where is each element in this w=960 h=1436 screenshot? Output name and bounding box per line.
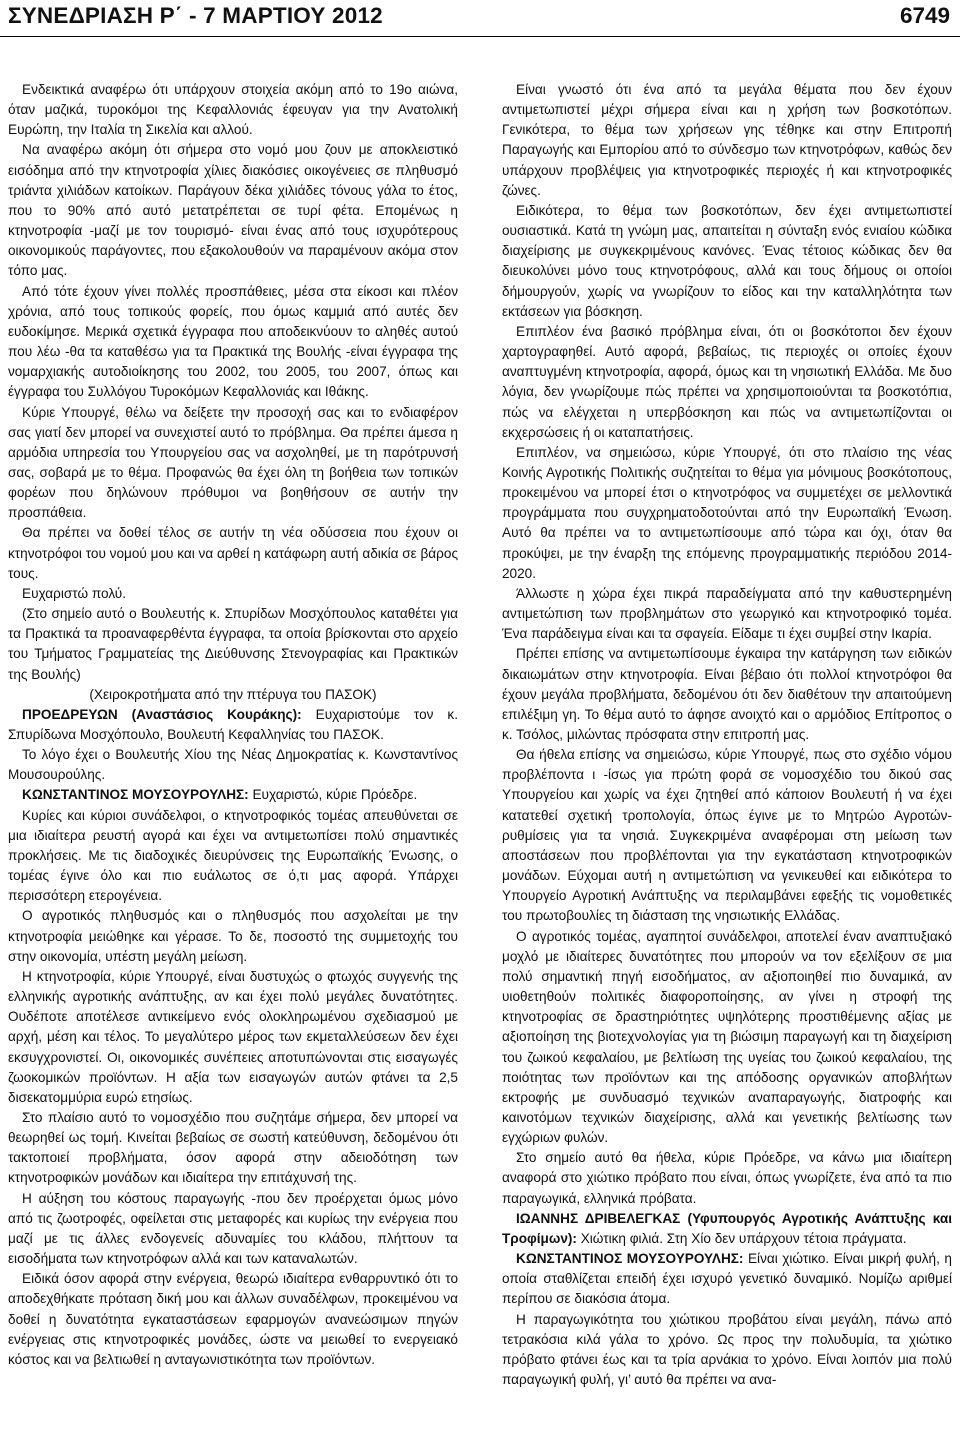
speaker-name: ΚΩΝΣΤΑΝΤΙΝΟΣ ΜΟΥΣΟΥΡΟΥΛΗΣ: <box>22 787 249 803</box>
paragraph-text: Επιπλέον, να σημειώσω, κύριε Υπουργέ, ότι στο πλαίσιο της νέας Κοινής Αγροτικής Πολιτικής συζητείται το θέμα για μόνιμους βοσκότοπους, προκειμένου να μπορεί έτσι ο κτηνοτρόφος να συμμετέχει σε μελλοντικά προγράμματα που συγχρηματοδοτούνται από την Ευρωπαϊκή Ένωση. Αυτό θα πρέπει να το αντιμετωπίσουμε από τώρα και όχι, όταν θα προκύψει, με την έναρξη της επόμενης προγραμματικής περιόδου 2014-2020. <box>502 444 952 581</box>
paragraph-text: Ειδικότερα, το θέμα των βοσκοτόπων, δεν έχει αντιμετωπιστεί ουσιαστικά. Κατά τη γνώμη μας, απαιτείται η σύνταξη ενός ενιαίου κώδικα διαχείρισης με συγκεκριμένους κανόνες. Ένας τέτοιος κώδικας δεν θα διευκολύνει μόνο τους κτηνοτρόφους, αλλά και τους δήμους οι οποίοι δήμουργούν, χωρίς να γνωρίζουν το είδος και την καταλληλότητα των εκτάσεων για βόσκηση. <box>502 202 952 319</box>
paragraph-text: Ο αγροτικός τομέας, αγαπητοί συνάδελφοι, αποτελεί έναν αναπτυξιακό μοχλό με ιδιαίτερες δυνατότητες που μπορούν να τον εξελίξουν σε μια πολύ σημαντική πηγή εισοδήματος, αν αξιοποιηθεί πιο δυναμικά, αν υιοθετηθούν πολιτικές διαφοροποίησης, αν γίνει η στροφή της κτηνοτροφίας σε δραστηριότητες υψηλότερης προστιθέμενης αξίας με αξιοποίηση της βιοτεχνολογίας για τη βιώσιμη παραγωγή και τη διαχείριση του ζωικού κεφαλαίου, με βελτίωση της υγείας του ζωικού κεφαλαίου, της ποιότητας των προϊόντων και της απόδοσης οργανικών αποβλήτων εκτροφής με συνδυασμό τεχνικών αναπαραγωγής, διατροφής και καινοτόμων τεχνικών διαχείρισης, αλλά και γενετικής βελτίωσης των εγχώριων φυλών. <box>502 928 952 1146</box>
session-title: ΣΥΝΕΔΡΙΑΣΗ Ρ΄ - 7 ΜΑΡΤΙΟΥ 2012 <box>8 3 383 28</box>
page-number: 6749 <box>899 3 950 28</box>
paragraph <box>502 201 952 322</box>
paragraph <box>8 745 458 785</box>
paragraph-text: Ενδεικτικά αναφέρω ότι υπάρχουν στοιχεία ακόμη από το 19ο αιώνα, όταν μαζικά, τυροκόμοι της Κεφαλλονιάς έφευγαν για την Ανατολική Ευρώπη, την Ιταλία τη Σικελία και αλλού. <box>8 82 458 138</box>
paragraph-text: (Χειροκροτήματα από την πτέρυγα του ΠΑΣΟΚ) <box>89 686 377 702</box>
paragraph <box>502 80 952 201</box>
paragraph-text: Χιώτικη φιλιά. Στη Χίο δεν υπάρχουν τέτοια πράγματα. <box>576 1230 907 1246</box>
paragraph <box>502 1209 952 1249</box>
paragraph <box>502 745 952 926</box>
paragraph-text: (Στο σημείο αυτό ο Βουλευτής κ. Σπυρίδων Μοσχόπουλος καταθέτει για τα Πρακτικά τα προαναφερθέντα έγγραφα, τα οποία βρίσκονται στο αρχείο του Τμήματος Γραμματείας της Διεύθυνσης Στενογραφίας και Πρακτικών της Βουλής) <box>8 606 458 682</box>
paragraph <box>8 806 458 907</box>
paragraph-text: Είναι χιώτικο. Είναι μικρή φυλή, η οποία σταθλίζεται επειδή έχει ισχυρό γενετικό δυναμικό. Νομίζω αριθμεί περίπου σε διακόσια άτομα. <box>502 1251 952 1307</box>
right-column <box>502 80 952 1430</box>
paragraph-text: Η αύξηση του κόστους παραγωγής -που δεν προέρχεται όμως μόνο από τις ζωοτροφές, οφείλεται στις μεταφορές και κυρίως την ενέργεια που μαζί με τις άλλες ενδογενείς αδυναμίες του κλάδου, πλήττουν τα εισοδήματα των κτηνοτρόφων αλλά και των καταναλωτών. <box>8 1190 458 1267</box>
paragraph-text: Πρέπει επίσης να αντιμετωπίσουμε έγκαιρα την κατάργηση των ειδικών δικαιωμάτων στην κτηνοτροφία. Είναι βέβαιο ότι πολλοί κτηνοτρόφοι θα έχουν μεγάλα προβλήματα, δεδομένου ότι δεν διαθέτουν την απαιτούμενη επιλέξιμη γη. Το θέμα αυτό το άφησε ανοιχτό και ο αρμόδιος Επίτροπος ο κ. Τσόλος, μιλώντας πρόσφατα στην επιτροπή μας. <box>502 646 952 742</box>
paragraph <box>502 927 952 1149</box>
paragraph-text: Είναι γνωστό ότι ένα από τα μεγάλα θέματα που δεν έχουν αντιμετωπιστεί μέχρι σήμερα είναι και η χρήση των βοσκοτόπων. Γενικότερα, το θέμα των χρήσεων γης τέθηκε και στην Επιτροπή Παραγωγής και Εμπορίου από το σύνδεσμο των κτηνοτρόφων, καθώς δεν υπάρχουν προβλέψεις για κτηνοτροφικές περιοχές ή και κτηνοτροφικές ζώνες. <box>502 82 952 198</box>
paragraph <box>8 80 458 140</box>
paragraph-text: Από τότε έχουν γίνει πολλές προσπάθειες, μέσα στα είκοσι και πλέον χρόνια, από τους τοπικούς φορείς, που όμως καμμιά από αυτές δεν ευδοκίμησε. Μερικά σχετικά έγγραφα που αποδεικνύουν το αληθές αυτού που λέω -θα τα καταθέσω για τα Πρακτικά της Βουλής -είναι έγγραφα της νομαρχιακής αυτοδιοίκησης του 2002, του 2005, του 2007, όπως και έγγραφα του Συλλόγου Τυροκόμων Κεφαλλονιάς και Ιθάκης. <box>8 283 458 400</box>
paragraph-text: Ειδικά όσον αφορά στην ενέργεια, θεωρώ ιδιαίτερα ενθαρρυντικό ότι το αποδεχθήκατε πρόταση δική μου και άλλων συναδέλφων, προκειμένου να δοθεί η δυνατότητα εγκαταστάσεων εφαρμογών ανανεώσιμων πηγών ενέργειας στις κτηνοτροφικές μονάδες, ώστε να μειωθεί το ενεργειακό κόστος και να βελτιωθεί η ανταγωνιστικότητα των προϊόντων. <box>8 1271 458 1367</box>
paragraph-text: Θα ήθελα επίσης να σημειώσω, κύριε Υπουργέ, πως στο σχέδιο νόμου προβλέποντα ι -ίσως για πρώτη φορά σε νομοσχέδιο του δικού σας Υπουργείου και χωρίς να έχει ζητηθεί από κάποιον Βουλευτή ή να έχει κατατεθεί σχετική τροπολογία, όπως έγινε με το Μητρώο Αγροτών- ρυθμίσεις για τα νησιά. Συγκεκριμένα αναφέρομαι στη μείωση των αποστάσεων που προβλέπονται για την εγκατάσταση κτηνοτροφικών μονάδων. Εύχομαι αυτή η αντιμετώπιση να γενικευθεί και ειδικότερα το Υπουργείο Αγροτική Ανάπτυξης να περιλαμβάνει εφεξής τις νομοθετικές του πρωτοβουλίες τη διάσταση της νησιωτικής Ελλάδας. <box>502 747 952 924</box>
paragraph <box>8 685 458 705</box>
paragraph-text: Ευχαριστώ, κύριε Πρόεδρε. <box>248 787 418 803</box>
paragraph <box>8 1189 458 1270</box>
paragraph <box>8 785 458 805</box>
paragraph-text: Το λόγο έχει ο Βουλευτής Χίου της Νέας Δημοκρατίας κ. Κωνσταντίνος Μουσουρούλης. <box>8 747 458 783</box>
paragraph <box>8 705 458 745</box>
paragraph <box>8 282 458 403</box>
left-column <box>8 80 458 1430</box>
paragraph-text: Ευχαριστούμε τον κ. Σπυρίδωνα Μοσχόπουλο, Βουλευτή Κεφαλληνίας του ΠΑΣΟΚ. <box>8 706 458 742</box>
paragraph <box>502 1310 952 1391</box>
paragraph <box>8 523 458 583</box>
paragraph-text: Η παραγωγικότητα του χιώτικου προβάτου είναι μεγάλη, πάνω από τετρακόσια κιλά γάλα το χρόνο. Ως προς την πολυδυμία, τα χιώτικο πρόβατο φτάνει έως και τα τρία αρνάκια το χρόνο. Είναι λοιπόν μια πολύ παραγωγική φυλή, γι’ αυτό θα πρέπει να ανα- <box>502 1311 952 1387</box>
paragraph <box>502 1148 952 1208</box>
paragraph <box>8 403 458 524</box>
header-rule <box>0 36 960 37</box>
page-header <box>0 0 960 40</box>
paragraph <box>8 1108 458 1189</box>
speaker-name: ΙΩΑΝΝΗΣ ΔΡΙΒΕΛΕΓΚΑΣ (Υφυπουργός Αγροτικής Ανάπτυξης και Τροφίμων): <box>502 1210 952 1246</box>
paragraph <box>8 140 458 281</box>
paragraph-text: Στο σημείο αυτό θα ήθελα, κύριε Πρόεδρε, να κάνω μια ιδιαίτερη αναφορά στο χιώτικο πρόβατο που είναι, όπως γνωρίζετε, ένα από τα πιο παραγωγικά, ελληνικά πρόβατα. <box>502 1150 952 1206</box>
paragraph <box>8 604 458 685</box>
paragraph <box>502 584 952 644</box>
paragraph-text: Ευχαριστώ πολύ. <box>22 585 127 601</box>
paragraph-text: Άλλωστε η χώρα έχει πικρά παραδείγματα από την καθυστερημένη αντιμετώπιση των προβλημάτων στο γεωργικό και κτηνοτροφικό τομέα. Ένα παράδειγμα είναι και τα σφαγεία. Είδαμε τι έχει συμβεί στην Ικαρία. <box>502 585 952 642</box>
paragraph-text: Η κτηνοτροφία, κύριε Υπουργέ, είναι δυστυχώς ο φτωχός συγγενής της ελληνικής αγροτικής ανάπτυξης, αν και έχει πολύ μεγάλες δυνατότητες. Ουδέποτε αποτέλεσε αντικείμενο ενός ολοκληρωμένου σχεδιασμού με αρχή, μέση και τέλος. Το μεγαλύτερο μέρος των εκμεταλλεύσεων δεν έχει εκσυγχρονιστεί. Οι, οικονομικές συνέπειες αποτυπώνονται στις εισαγωγές ζωοκομικών προϊόντων. Η αξία των εισαγωγών αυτών φτάνει τα 2,5 δισεκατομμύρια ευρώ ετησίως. <box>8 968 458 1105</box>
paragraph-text: Επιπλέον ένα βασικό πρόβλημα είναι, ότι οι βοσκότοποι δεν έχουν χαρτογραφηθεί. Αυτό αφορά, βεβαίως, τις περιοχές οι οποίες έχουν αναπτυγμένη κτηνοτροφία, αφορά, όμως και τη νησιωτική Ελλάδα. Με δυο λόγια, δεν γνωρίζουμε πώς πρέπει να χρησιμοποιούνται τα βοσκοτόπια, πώς να ελέγχεται η υπερβόσκηση και πώς να αντιμετωπίζονται οι εκχερσώσεις ή οι καταπατήσεις. <box>502 323 952 440</box>
paragraph <box>8 906 458 966</box>
paragraph <box>502 644 952 745</box>
paragraph-text: Κυρίες και κύριοι συνάδελφοι, ο κτηνοτροφικός τομέας απευθύνεται σε μια ιδιαίτερα ρευστή αγορά και έχει να αντιμετωπίσει πολύ σημαντικές προκλήσεις. Με τις διαδοχικές διευρύνσεις της Ευρωπαϊκής Ένωσης, ο τομέας έγινε όλο και πιο ευάλωτος σε ό,τι μας αφορά. Υπάρχει περισσότερη ετερογένεια. <box>8 807 458 904</box>
paragraph-text: Κύριε Υπουργέ, θέλω να δείξετε την προσοχή σας και το ενδιαφέρον σας γιατί δεν μπορεί να συνεχιστεί αυτό το πρόβλημα. Θα πρέπει άμεσα η αρμόδια υπηρεσία του Υπουργείου σας να ασχοληθεί, με τη παρότρυνσή σας, σοβαρά με το θέμα. Προφανώς θα έχει όλη τη βοήθεια των τοπικών φορέων που δηλώνουν πρόθυμοι να βοηθήσουν σε αυτήν την προσπάθεια. <box>8 404 458 521</box>
paragraph-text: Ο αγροτικός πληθυσμός και ο πληθυσμός που ασχολείται με την κτηνοτροφία μειώθηκε και γέρασε. Το δε, ποσοστό της συμμετοχής του στην οικονομία, υπέστη μεγάλη μείωση. <box>8 908 458 964</box>
paragraph-text: Στο πλαίσιο αυτό το νομοσχέδιο που συζητάμε σήμερα, δεν μπορεί να θεωρηθεί ως τομή. Κινείται βεβαίως σε σωστή κατεύθυνση, δεδομένου ότι τακτοποιεί προβλήματα, όσον αφορά στην αδειοδότηση των κτηνοτροφικών μονάδων και ιδιαίτερα την επιτάχυνσή της. <box>8 1109 458 1186</box>
paragraph <box>8 1269 458 1370</box>
paragraph-text: Να αναφέρω ακόμη ότι σήμερα στο νομό μου ζουν με αποκλειστικό εισόδημα από την κτηνοτροφία χίλιες διακόσιες οικογένειες σε πληθυσμό τριάντα χιλιάδων κατοίκων. Παράγουν δέκα χιλιάδες τόνους γάλα το έτος, που το 90% από αυτό μετατρέπεται σε τυρί φέτα. Επομένως η κτηνοτροφία -μαζί με τον τουρισμό- είναι ένας από τους ισχυρότερους οικονομικούς παράγοντες, που εξακολουθούν να παραμένουν ακόμα στον τόπο μας. <box>8 142 458 279</box>
speaker-name: ΚΩΝΣΤΑΝΤΙΝΟΣ ΜΟΥΣΟΥΡΟΥΛΗΣ: <box>516 1251 744 1267</box>
paragraph <box>502 1249 952 1309</box>
paragraph <box>8 967 458 1108</box>
paragraph-text: Θα πρέπει να δοθεί τέλος σε αυτήν τη νέα οδύσσεια που έχουν οι κτηνοτρόφοι του νομού μου και να αρθεί η κατάφωρη αυτή αδικία σε βάρος τους. <box>8 525 458 581</box>
speaker-name: ΠΡΟΕΔΡΕΥΩΝ (Αναστάσιος Κουράκης): <box>22 706 302 722</box>
paragraph <box>502 322 952 443</box>
paragraph <box>8 584 458 604</box>
paragraph <box>502 443 952 584</box>
